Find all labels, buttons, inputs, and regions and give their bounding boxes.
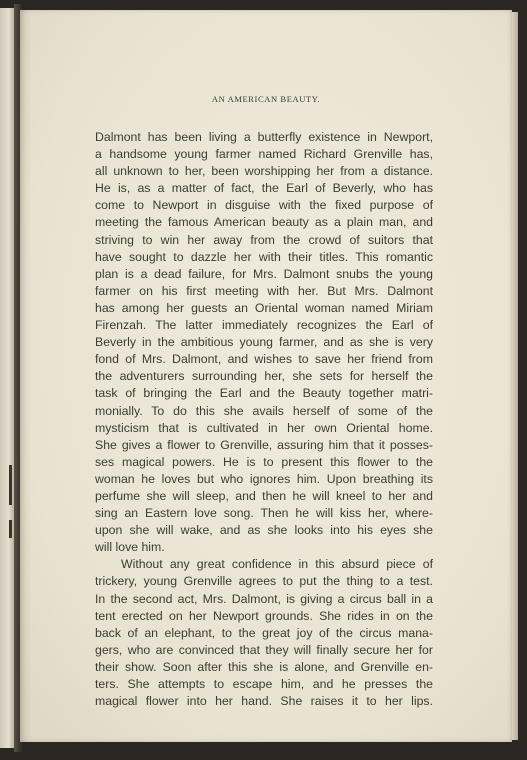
running-head: AN AMERICAN BEAUTY. (211, 94, 321, 104)
text-line: magical flower into her hand. She raises it to her lips. (95, 694, 433, 709)
text-line: come to Newport in disguise with the fixed purpose of (95, 198, 433, 213)
facing-page-edge (0, 8, 15, 748)
text-line: task of bringing the Earl and the Beauty together matri- (95, 386, 433, 401)
text-line: In the second act, Mrs. Dalmont, is giving a circus ball in a (95, 591, 433, 606)
page (20, 10, 512, 742)
text-line: Dalmont has been living a butterfly existence in Newport, (95, 130, 433, 144)
text-line: striving to win her away from the crowd of suitors that (95, 232, 433, 247)
text-line: will love him. (95, 540, 165, 555)
text-line: monially. To do this she avails herself of some of the (95, 403, 433, 418)
text-line: mysticism that is cultivated in her own Oriental home. (95, 420, 433, 435)
text-line: Firenzah. The latter immediately recognizes the Earl of (95, 318, 433, 333)
paragraph (95, 129, 433, 556)
text-line: farmer on his first meeting with her. But Mrs. Dalmont (95, 283, 433, 298)
text-line: ses magical powers. He is to present this flower to the (95, 454, 433, 469)
text-line: their show. Soon after this she is alone, and Grenville en- (95, 659, 433, 674)
text-line: meeting the famous American beauty as a plain man, and (95, 215, 433, 230)
text-line: ters. She attempts to escape him, and he presses the (95, 677, 433, 691)
text-line: back of an elephant, to the great joy of the circus mana- (95, 625, 433, 640)
text-line: woman he loves but who ignores him. Upon breathing its (95, 471, 433, 486)
text-line: Beverly in the ambitious young farmer, and as she is very (95, 335, 433, 350)
text-line: Without any great confidence in this absurd piece of (121, 557, 433, 572)
text-line: gers, who are convinced that they will finally secure her for (95, 642, 433, 657)
page-stack-edge (512, 12, 518, 740)
text-line: perfume she will sleep, and then he will kneel to her and (95, 488, 433, 503)
text-line: all unknown to her, been worshipping her from a distance. (95, 164, 433, 179)
text-line: plan is a dead failure, for Mrs. Dalmont snubs the young (95, 266, 433, 281)
text-line: the adventurers surrounding her, she sets for herself the (95, 369, 433, 384)
binding-mark (9, 520, 12, 538)
text-line: He is, as a matter of fact, the Earl of Beverly, who has (95, 181, 433, 196)
text-line: fond of Mrs. Dalmont, and wishes to save her friend from (95, 352, 433, 367)
text-line: has among her guests an Oriental woman named Miriam (95, 300, 433, 315)
body-text (95, 129, 433, 710)
text-line: upon she will wake, and as she looks into his eyes she (95, 523, 433, 538)
paragraph (95, 556, 433, 710)
text-line: trickery, young Grenville agrees to put the thing to a test. (95, 574, 433, 589)
text-line: have sought to dazzle her with their titles. This romantic (95, 249, 433, 264)
text-line: a handsome young farmer named Richard Grenville has, (95, 147, 433, 162)
text-line: sing an Eastern love song. Then he will kiss her, where- (95, 506, 433, 521)
text-line: tent erected on her Newport grounds. She rides in on the (95, 608, 433, 623)
text-line: She gives a flower to Grenville, assuring him that it posses- (95, 437, 433, 452)
binding-mark (9, 465, 12, 505)
